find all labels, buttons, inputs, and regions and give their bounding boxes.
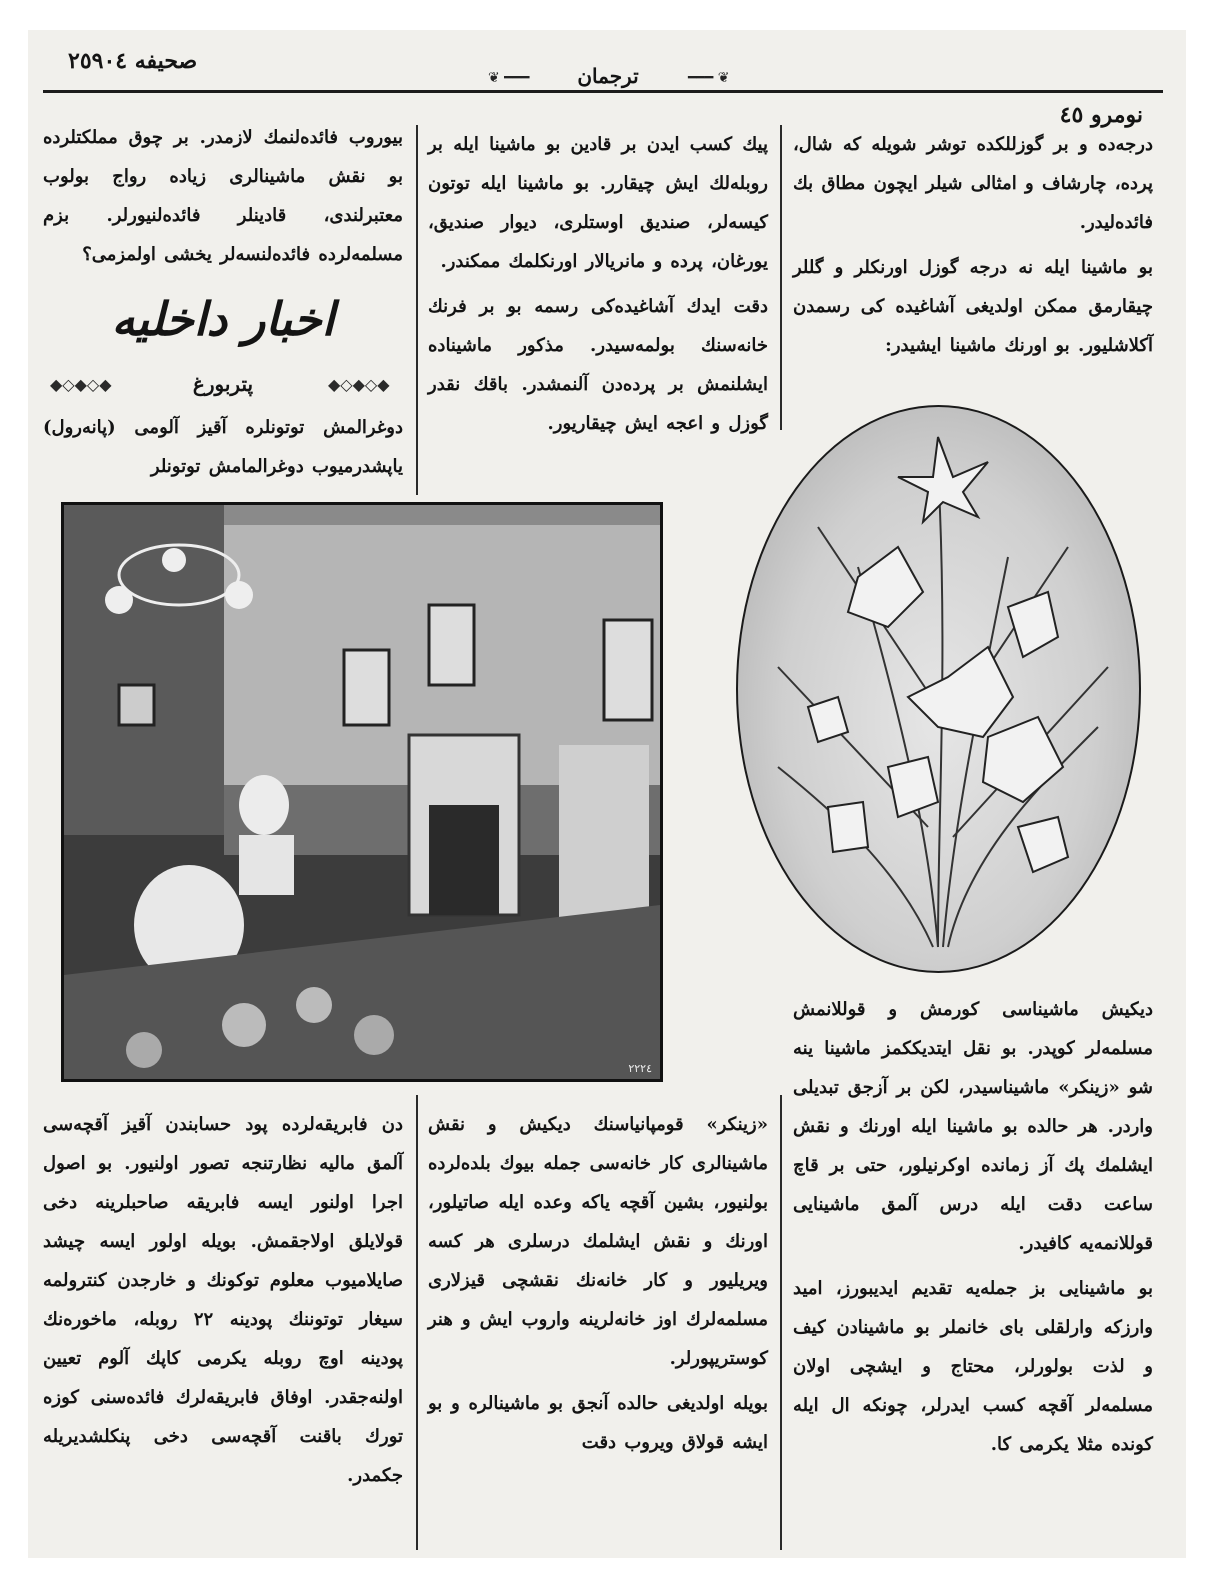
section-heading: اخبار داخلیه [111, 292, 335, 346]
paragraph: دوغرالمش توتونلره آقیز آلومی (پا‌نه‌رول) یاپشدرمیوب دوغرالمامش توتونلر [43, 417, 403, 477]
header-ornament-right: ━━━ ❦ [688, 70, 730, 86]
room-interior-icon [64, 505, 660, 1079]
column-left-top-continued [43, 408, 403, 488]
paragraph: دن فابریقه‌لرده پود حسابندن آقیز آقچه‌سی آلمق مالیه نظارتنجه تصور اولنیور. بو اصول اجرا اولنور ایسه فابریقه صاحبلرینه دخی قولایلق اولاجقمش. بویله اولور ایسه چیشد صایلامیوب معلوم توکونك و خارجدن کنترولمه سیغار توتوننك پودینه ٢٢ روبله، ماخوره‌نك پودینه اوچ روبله یکرمی کاپك آلوم تعیین اولنه‌جقدر. اوفاق فابریقه‌لرك فائده‌سنی کوزه تورك باقنت آقچه‌سی دخی پنکلشدیریله جکمدر. [43, 1114, 403, 1486]
paragraph: پیك کسب ایدن بر قادین بو ماشینا ایله بر روبله‌لك ایش چیقارر. بو ماشینا ایله توتون کیسه‌لر، صندیق اوستلری، دیوار صندیق، یورغان، پرده و مانریالار اورنکلمك ممکندر. [428, 134, 768, 272]
ornament-left: ◆◇◆◇◆ [50, 375, 112, 394]
ornament-right: ◆◇◆◇◆ [328, 375, 390, 394]
flower-illustration [736, 405, 1141, 973]
room-photo [61, 502, 663, 1082]
photo-code: ٢٢٢٤ [628, 1062, 652, 1075]
column-left-top [43, 118, 403, 278]
lily-flower-icon [738, 407, 1139, 971]
issue-number: نومرو ٤٥ [1059, 102, 1143, 128]
column-left-bottom [43, 1105, 403, 1545]
paragraph: دقت ایدك آشاغیده‌کی رسمه بو بر فرنك خانه‌سنك بولمه‌سیدر. مذکور ماشینا‌ده ایشلنمش بر پرده‌دن آلنمشدر. باقك نقدر گوزل و اعجه ایش چیقاریور. [428, 296, 768, 434]
column-middle-bottom [428, 1105, 768, 1545]
column-middle-top [428, 125, 768, 480]
section-subheading: پتربورغ [192, 372, 254, 396]
paragraph: «زینکر» قومپانیاسنك دیکیش و نقش ماشینالری کار خانه‌سی جمله بیوك بلده‌لرده بولنیور، بشین آقچه یاکه وعده ایله صاتیلور، اورنك و نقش ایشلمك درسلری هر کسه ویریلیور و کار خانه‌نك نقشچی قیزلاری مسلمه‌لرك اوز خانه‌لرینه واروب ایش و هنر کوستریپورلر. [428, 1114, 768, 1369]
paragraph: درجه‌ده و بر گوزللکده توشر شویله که شال، پرده، چارشاف و امثالی شیلر ایچون مطاق بك فائده‌لیدر. [793, 134, 1153, 233]
newspaper-page [28, 30, 1186, 1558]
column-right-bottom [793, 990, 1153, 1500]
paragraph: بیوروب فائده‌لنمك لازمدر. بر چوق مملکتلرده بو نقش ماشینالری زیاده رواج بولوب معتبرلندی، قادینلر فائده‌لنیورلر. بزم مسلمه‌لرده فائده‌لنسه‌لر یخشی اولمزمی؟ [43, 127, 403, 265]
column-divider [416, 1095, 418, 1550]
header-rule-top [43, 90, 1163, 93]
paragraph: دیکیش ماشیناسی کورمش و قوللانمش مسلمه‌لر کوپدر. بو نقل ایتدیککمز ماشینا ینه شو «زینکر» ماشیناسیدر، لکن بر آزجق تبدیلی واردر. هر حالده بو ماشینا ایله اورنك و نقش ایشلمك پك آز زمانده اوکرنیلور، حتی بر قاچ ساعت دقت ایله درس آلمق ماشینایی قوللانمه‌یه کافیدر. [793, 999, 1154, 1254]
header-ornament-left: ❦ ━━━ [488, 70, 530, 86]
newspaper-title: ترجمان [577, 64, 639, 88]
column-divider [780, 1095, 782, 1550]
paragraph: بو ماشینا ایله نه درجه گوزل اورنکلر و گللر چیقارمق ممکن اولدیغی آشاغیده کی رسمدن آکلاشلیور. بو اورنك ماشینا ایشیدر: [793, 257, 1153, 356]
paragraph: بویله اولدیغی حالده آنجق بو ماشینا‌لره و بو ایشه قولاق ویروب دقت [428, 1393, 768, 1453]
column-divider [416, 125, 418, 495]
column-divider [780, 125, 782, 430]
page-number-label: صحيفه ٢٥٩٠٤ [68, 48, 198, 74]
column-right-top [793, 125, 1153, 425]
paragraph: بو ماشینایی بز جمله‌یه تقدیم ایدیبورز، امید وارزکه وارلقلی بای خانملر بو ماشینادن کیف و لذت بولورلر، محتاج و ایشچی اولان مسلمه‌لر آقچه کسب ایدرلر، چونکه ال ایله کونده مثلا یکرمی کا. [793, 1278, 1153, 1455]
